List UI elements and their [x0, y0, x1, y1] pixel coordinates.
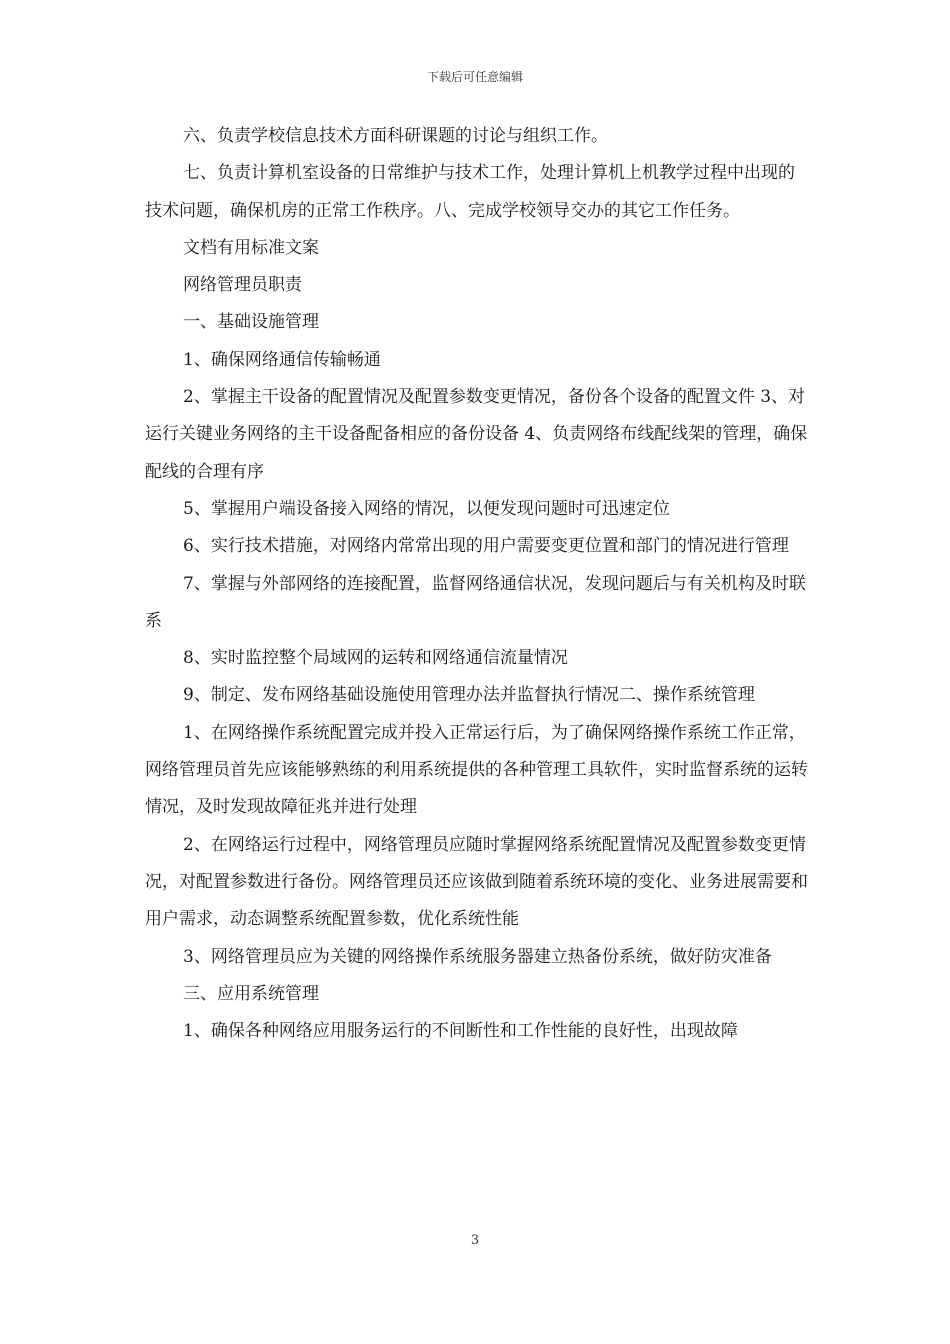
paragraph: 1、确保各种网络应用服务运行的不间断性和工作性能的良好性，出现故障	[183, 1021, 738, 1042]
paragraph: 2、掌握主干设备的配置情况及配置参数变更情况，备份各个设备的配置文件 3、对运行关键业务网络的主干设备配备相应的备份设备 4、负责网络布线配线架的管理，确保配线的合理有序	[145, 387, 808, 482]
document-body	[145, 118, 810, 1050]
paragraph: 8、实时监控整个局域网的运转和网络通信流量情况	[183, 648, 568, 669]
paragraph: 2、在网络运行过程中，网络管理员应随时掌握网络系统配置情况及配置参数变更情况，对配置参数进行备份。网络管理员还应该做到随着系统环境的变化、业务进展需要和用户需求，动态调整系统配置参数，优化系统性能	[145, 834, 808, 930]
paragraph: 网络管理员职责	[183, 275, 302, 296]
page-header: 下载后可任意编辑	[426, 70, 523, 84]
paragraph: 七、负责计算机室设备的日常维护与技术工作，处理计算机上机教学过程中出现的技术问题，确保机房的正常工作秩序。八、完成学校领导交办的其它工作任务。	[145, 163, 795, 221]
page-number: 3	[470, 1233, 480, 1248]
paragraph: 文档有用标准文案	[183, 237, 319, 258]
paragraph: 1、在网络操作系统配置完成并投入正常运行后，为了确保网络操作系统工作正常，网络管理员首先应该能够熟练的利用系统提供的各种管理工具软件，实时监督系统的运转情况，及时发现故障征兆并进行处理	[145, 722, 808, 818]
paragraph: 1、确保网络通信传输畅通	[183, 349, 381, 370]
paragraph: 3、网络管理员应为关键的网络操作系统服务器建立热备份系统，做好防灾准备	[183, 946, 772, 967]
paragraph: 7、掌握与外部网络的连接配置，监督网络通信状况，发现问题后与有关机构及时联系	[145, 573, 806, 631]
paragraph: 6、实行技术措施，对网络内常常出现的用户需要变更位置和部门的情况进行管理	[183, 536, 789, 557]
paragraph: 9、制定、发布网络基础设施使用管理办法并监督执行情况二、操作系统管理	[183, 685, 755, 706]
paragraph: 三、应用系统管理	[183, 983, 319, 1004]
paragraph: 5、掌握用户端设备接入网络的情况，以便发现问题时可迅速定位	[183, 498, 670, 519]
paragraph: 六、负责学校信息技术方面科研课题的讨论与组织工作。	[183, 126, 608, 146]
paragraph: 一、基础设施管理	[183, 312, 319, 333]
